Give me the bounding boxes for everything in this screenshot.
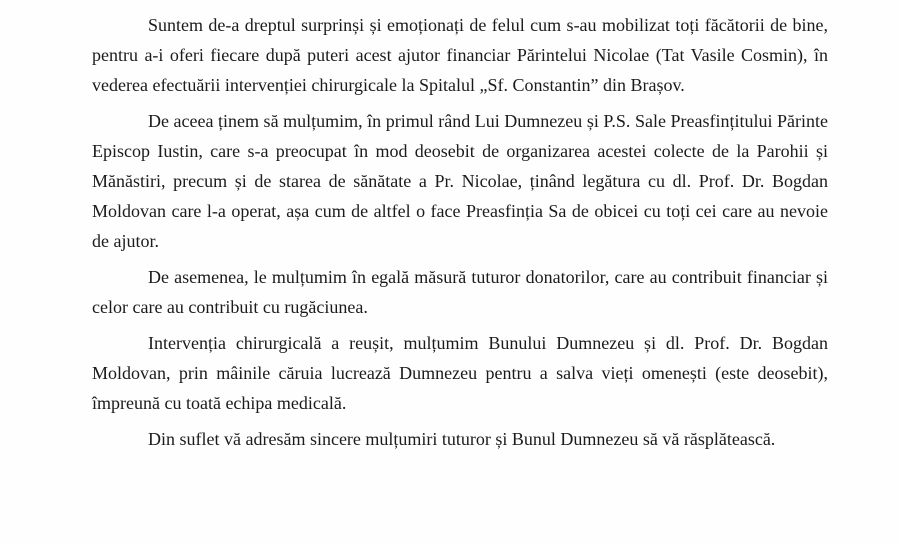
document-body bbox=[92, 10, 828, 454]
paragraph-2: De aceea ținem să mulțumim, în primul rând Lui Dumnezeu și P.S. Sale Preasfințitului Părinte Episcop Iustin, care s-a preocupat în mod deosebit de organizarea acestei colecte de la Parohii și Mănăstiri, precum și de starea de sănătate a Pr. Nicolae, ținând legătura cu dl. Prof. Dr. Bogdan Moldovan care l-a operat, așa cum de altfel o face Preasfinția Sa de obicei cu toți cei care au nevoie de ajutor. bbox=[92, 111, 828, 251]
paragraph-3: De asemenea, le mulțumim în egală măsură tuturor donatorilor, care au contribuit financiar și celor care au contribuit cu rugăciunea. bbox=[92, 267, 828, 317]
paragraph-5: Din suflet vă adresăm sincere mulțumiri tuturor și Bunul Dumnezeu să vă răsplătească. bbox=[148, 429, 776, 449]
paragraph-4: Intervenția chirurgicală a reușit, mulțumim Bunului Dumnezeu și dl. Prof. Dr. Bogdan Moldovan, prin mâinile căruia lucrează Dumnezeu pentru a salva vieți omenești (este deosebit), împreună cu toată echipa medicală. bbox=[92, 333, 828, 413]
paragraph-1: Suntem de-a dreptul surprinși și emoționați de felul cum s-au mobilizat toți făcătorii de bine, pentru a-i oferi fiecare după puteri acest ajutor financiar Părintelui Nicolae (Tat Vasile Cosmin), în vederea efectuării intervenției chirurgicale la Spitalul „Sf. Constantin” din Brașov. bbox=[92, 15, 828, 95]
